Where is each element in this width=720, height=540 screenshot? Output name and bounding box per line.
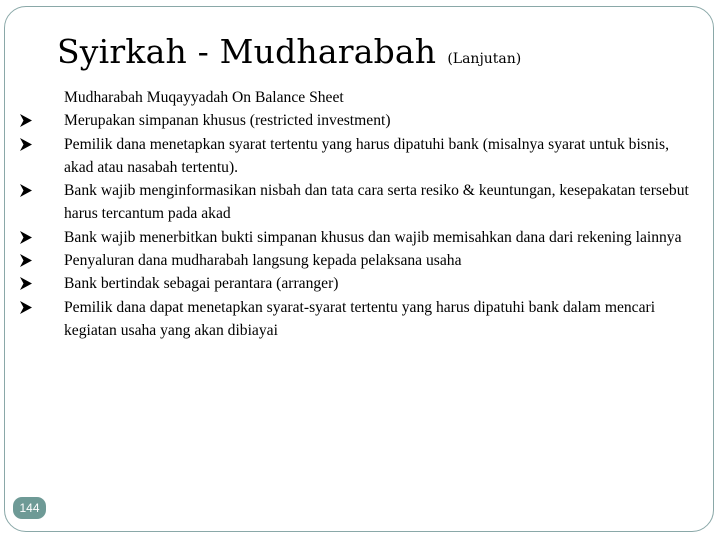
arrow-bullet-icon [20, 226, 40, 249]
arrow-bullet-icon [20, 109, 40, 132]
bullet-text: Penyaluran dana mudharabah langsung kepada pelaksana usaha [64, 252, 462, 270]
bullet-text: Merupakan simpanan khusus (restricted investment) [64, 112, 391, 130]
slide-number-badge: 144 [13, 497, 46, 519]
bullet-item [64, 133, 694, 180]
arrow-bullet-icon [20, 296, 40, 319]
bullet-list [64, 109, 694, 342]
title-suffix: (Lanjutan) [447, 51, 522, 67]
slide-title [57, 32, 697, 71]
bullet-item [64, 226, 694, 249]
bullet-text: Bank bertindak sebagai perantara (arranger) [64, 275, 339, 293]
arrow-bullet-icon [20, 249, 40, 272]
content-heading: Mudharabah Muqayyadah On Balance Sheet [64, 89, 344, 106]
slide-content [64, 86, 694, 342]
bullet-item [64, 249, 694, 272]
bullet-text: Pemilik dana menetapkan syarat tertentu yang harus dipatuhi bank (misalnya syarat untuk bisnis, akad atau nasabah tertentu). [64, 135, 669, 176]
arrow-bullet-icon [20, 272, 40, 295]
bullet-text: Bank wajib menginformasikan nisbah dan tata cara serta resiko & keuntungan, kesepakatan tersebut harus tercantum pada akad [64, 182, 689, 223]
arrow-bullet-icon [20, 133, 40, 156]
bullet-item [64, 179, 694, 226]
bullet-item [64, 296, 694, 343]
bullet-item [64, 109, 694, 132]
bullet-text: Bank wajib menerbitkan bukti simpanan khusus dan wajib memisahkan dana dari rekening lainnya [64, 228, 682, 246]
title-main: Syirkah - Mudharabah [57, 32, 437, 71]
bullet-text: Pemilik dana dapat menetapkan syarat-syarat tertentu yang harus dipatuhi bank dalam mencari kegiatan usaha yang akan dibiayai [64, 298, 656, 339]
bullet-item [64, 272, 694, 295]
arrow-bullet-icon [20, 179, 40, 202]
